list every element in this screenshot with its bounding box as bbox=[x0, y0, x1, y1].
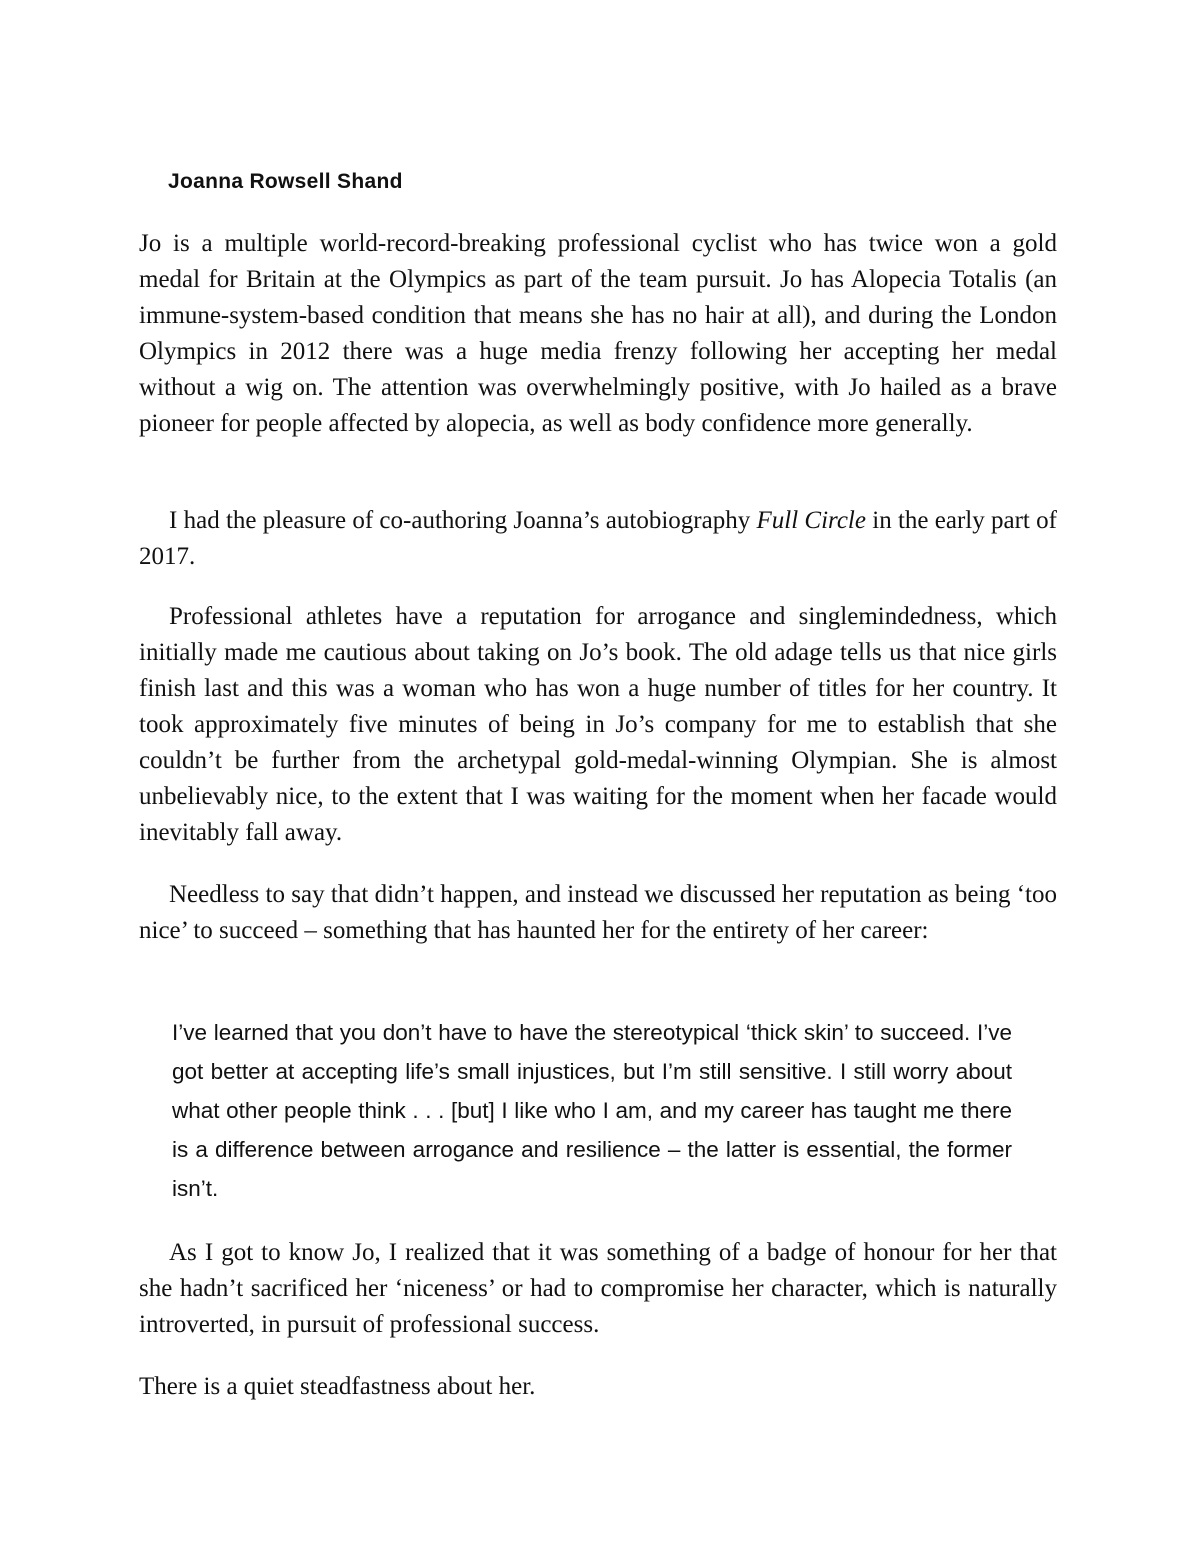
paragraph-reputation: Needless to say that didn’t happen, and instead we discussed her reputation as being ‘too nice’ to succeed – something that has haunted her for the entirety of her career: bbox=[139, 881, 1057, 944]
block-quote: I’ve learned that you don’t have to have the stereotypical ‘thick skin’ to succeed. I’ve got better at accepting life’s small injustices, but I’m still sensitive. I still worry about what other people think . . . [but] I like who I am, and my career has taught me there is a difference between arrogance and resilience – the latter is essential, the former isn’t. bbox=[172, 1020, 1012, 1201]
paragraph-coauthoring bbox=[139, 503, 1057, 575]
paragraph-intro: Jo is a multiple world-record-breaking professional cyclist who has twice won a gold medal for Britain at the Olympics as part of the team pursuit. Jo has Alopecia Totalis (an immune-system-based condition that means she has no hair at all), and during the London Olympics in 2012 there was a huge media frenzy following her accepting her medal without a wig on. The attention was overwhelmingly positive, with Jo hailed as a brave pioneer for people affected by alopecia, as well as body confidence more generally. bbox=[139, 230, 1057, 437]
paragraph-coauthoring-text-before: I had the pleasure of co-authoring Joanna’s autobiography bbox=[169, 507, 757, 534]
paragraph-steadfastness: There is a quiet steadfastness about her. bbox=[139, 1373, 536, 1400]
paragraph-athletes: Professional athletes have a reputation for arrogance and singlemindedness, which initially made me cautious about taking on Jo’s book. The old adage tells us that nice girls finish last and this was a woman who has won a huge number of titles for her country. It took approximately five minutes of being in Jo’s company for me to establish that she couldn’t be further from the archetypal gold-medal-winning Olympian. She is almost unbelievably nice, to the extent that I was waiting for the moment when her facade would inevitably fall away. bbox=[139, 603, 1057, 846]
document-heading: Joanna Rowsell Shand bbox=[168, 170, 403, 193]
paragraph-honour: As I got to know Jo, I realized that it was something of a badge of honour for her that she hadn’t sacrificed her ‘niceness’ or had to compromise her character, which is naturally introverted, in pursuit of professional success. bbox=[139, 1239, 1057, 1338]
book-title: Full Circle bbox=[756, 507, 866, 534]
paragraph-coauthoring-text-after: in the early part of 2017. bbox=[139, 507, 1057, 570]
